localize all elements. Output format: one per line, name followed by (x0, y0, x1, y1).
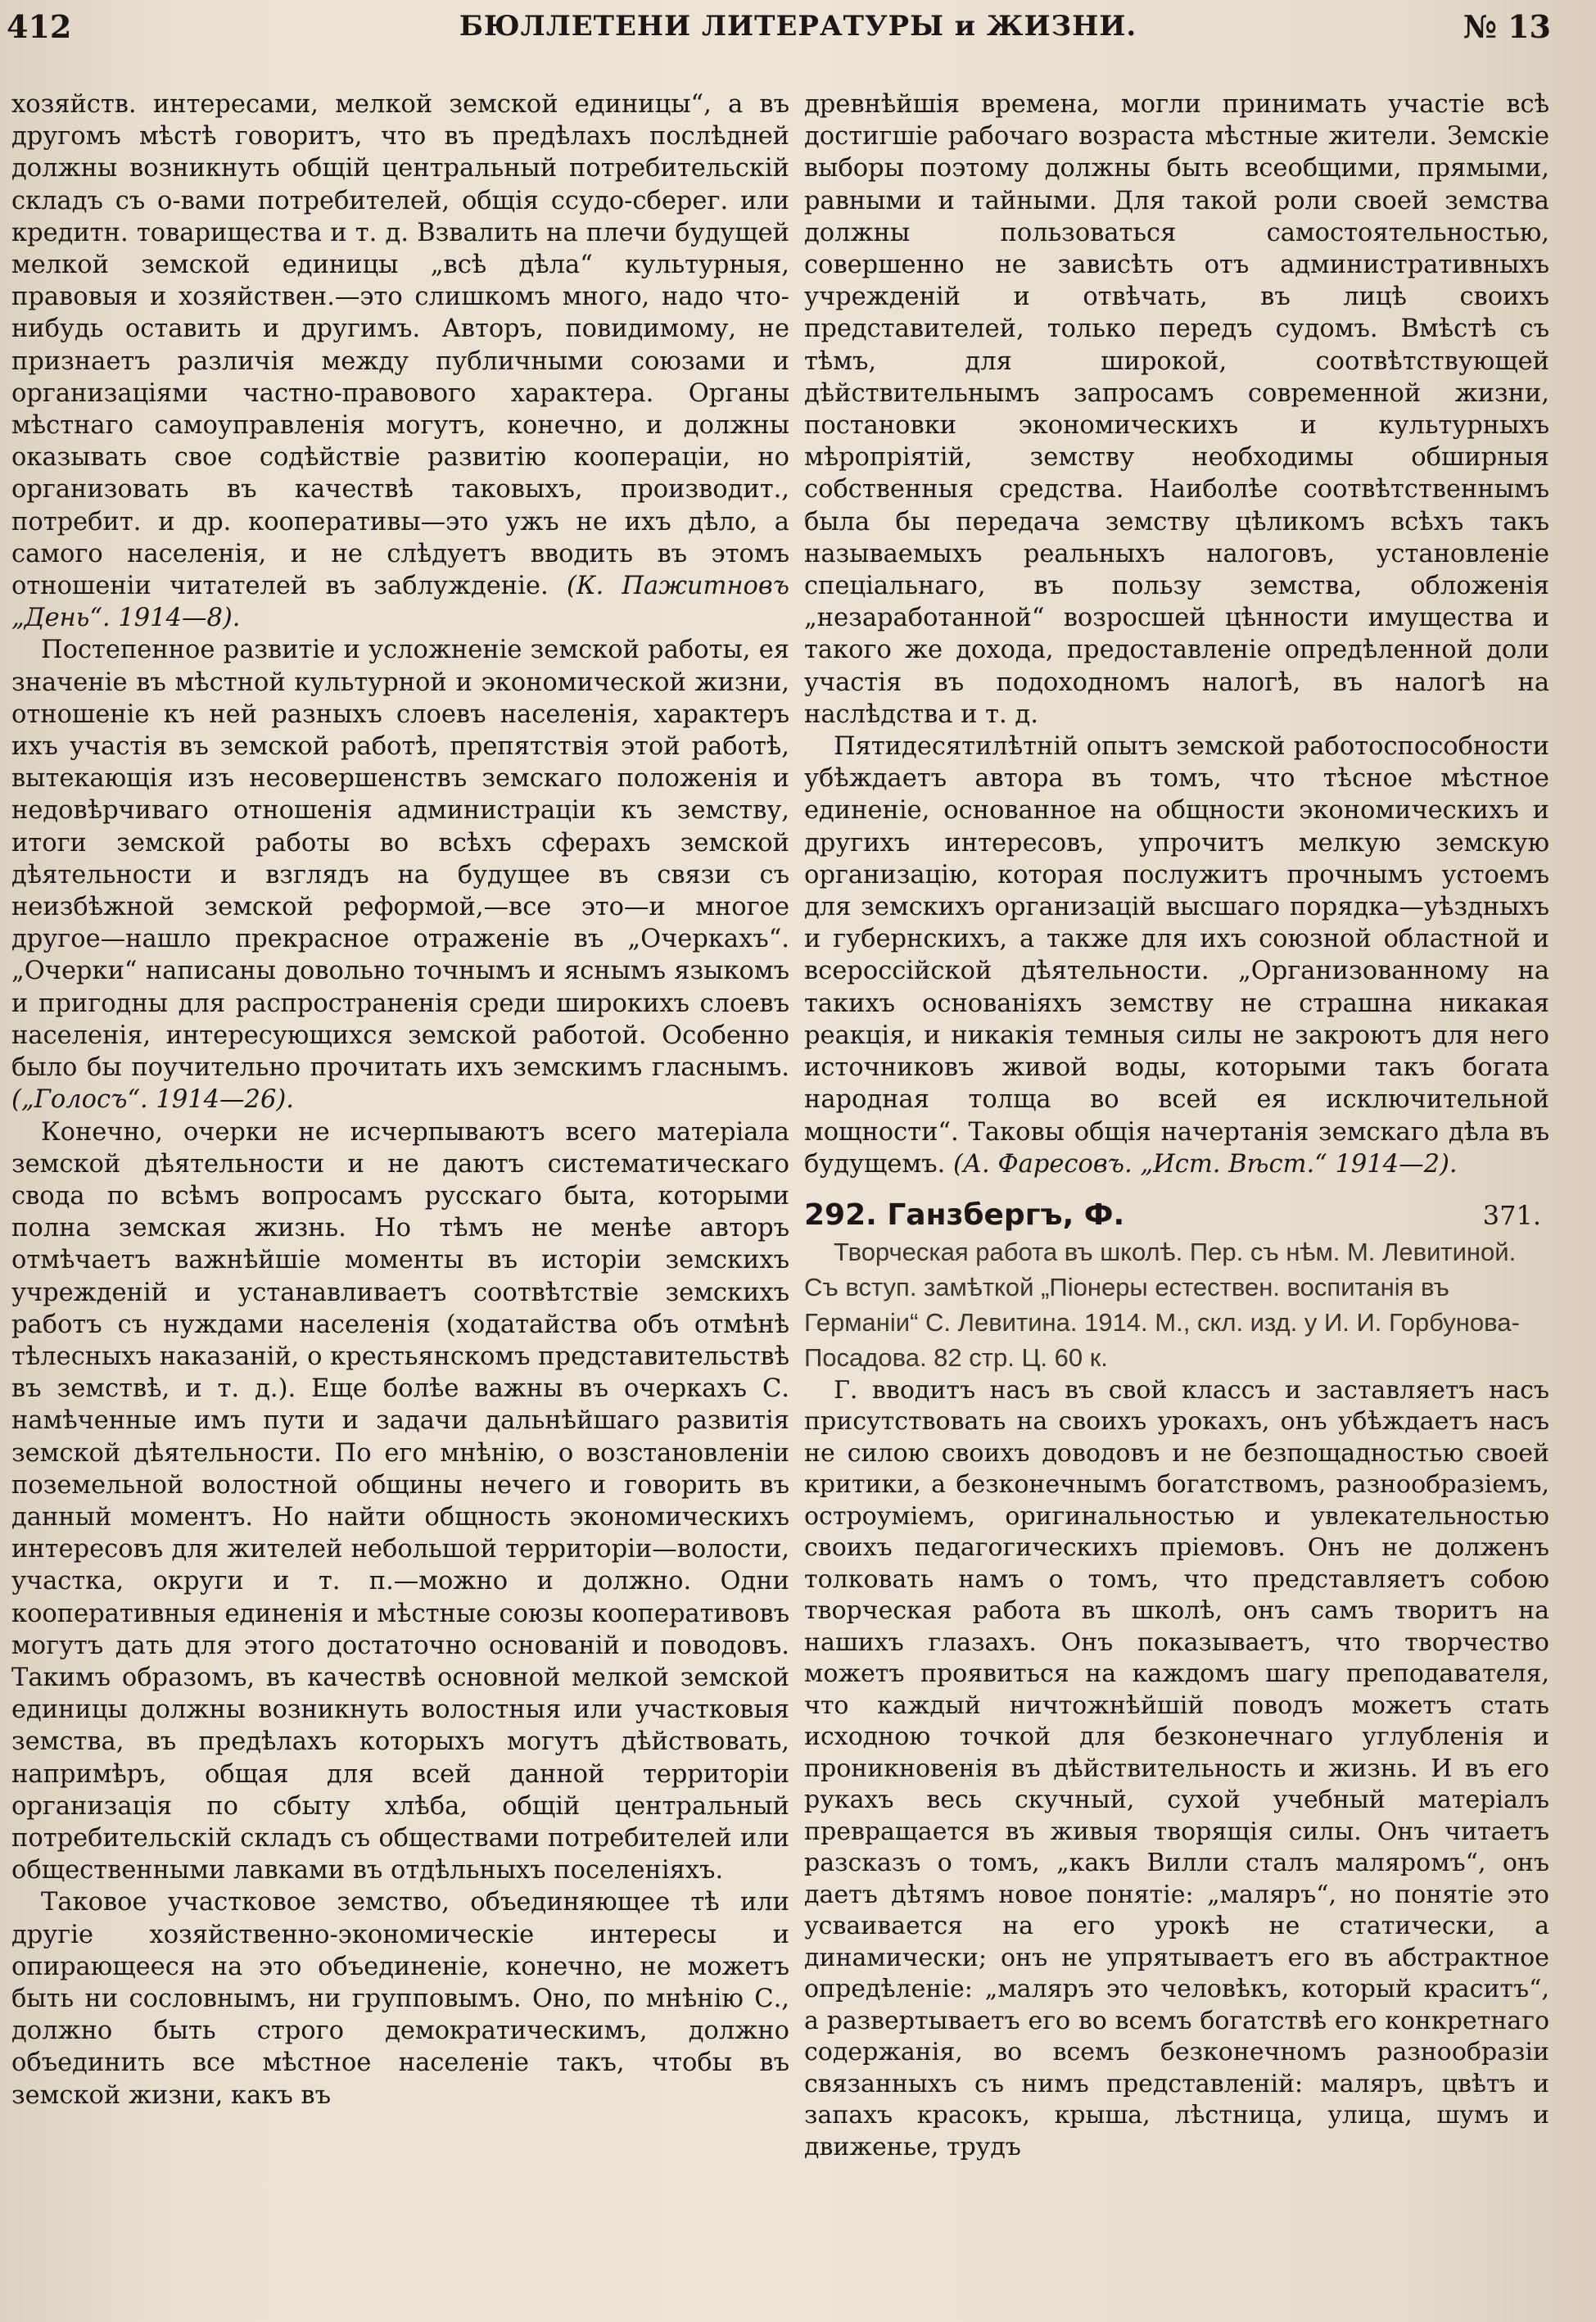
paragraph-text: Таковое участковое земство, объединяющее тѣ или другіе хозяйственно-экономическіе интересы и опирающееся на это объединеніе, конечно, не можетъ быть ни сословнымъ, ни групповымъ. Оно, по мнѣнію С., должно быть строго демократическимъ, должно объединить все мѣстное населеніе такъ, чтобы въ земской жизни, какъ въ (11, 1888, 789, 2110)
paragraph-text: Пятидесятилѣтній опытъ земской работоспособности убѣждаетъ автора въ томъ, что тѣсное мѣстное единеніе, основанное на общности экономическихъ и другихъ интересовъ, упрочитъ мелкую земскую организацію, которая послужитъ прочнымъ устоемъ для земскихъ организацій высшаго порядка—уѣздныхъ и губернскихъ, а также для ихъ союзной областной и всероссійской дѣятельности. „Организованному на такихъ основаніяхъ земству не страшна никакая реакція, и никакія темныя силы не закроютъ для него источниковъ живой воды, которыми такъ богата народная толща во всей ея исключительной мощности“. Таковы общія начертанія земскаго дѣла въ будущемъ. (804, 732, 1549, 1179)
paragraph (804, 88, 1549, 731)
paragraph-text: древнѣйшія времена, могли принимать участіе всѣ достигшіе рабочаго возраста мѣстные жители. Земскіе выборы поэтому должны быть всеобщими, прямыми, равными и тайными. Для такой роли своей земства должны пользоваться самостоятельностью, совершенно не зависѣть отъ административныхъ учрежденій и отвѣчать, въ лицѣ своихъ представителей, только передъ судомъ. Вмѣстѣ съ тѣмъ, для широкой, соотвѣтствующей дѣйствительнымъ запросамъ современной жизни, постановки экономическихъ и культурныхъ мѣропріятій, земству необходимы обширныя собственныя средства. Наиболѣе соотвѣтственнымъ была бы передача земству цѣликомъ всѣхъ такъ называемыхъ реальныхъ налоговъ, установленіе спеціальнаго, въ пользу земства, обложенія „незаработанной“ возросшей цѣнности имущества и такого же дохода, предоставленіе опредѣленной доли участія въ подоходномъ налогѣ, въ налогѣ на наслѣдства и т. д. (804, 90, 1549, 729)
paragraph (11, 1886, 789, 2111)
source-citation: (К. Пажитновъ „День“. 1914—8). (11, 572, 789, 633)
paragraph (11, 88, 789, 634)
right-column (804, 88, 1549, 2316)
journal-title: БЮЛЛЕТЕНИ ЛИТЕРАТУРЫ и ЖИЗНИ. (459, 10, 1137, 43)
paragraph-text: Постепенное развитіе и усложненіе земской работы, ея значеніе въ мѣстной культурной и экономической жизни, отношеніе къ ней разныхъ слоевъ населенія, характеръ ихъ участія въ земской работѣ, препятствія этой работѣ, вытекающія изъ несовершенствъ земскаго положенія и недовѣрчиваго отношенія администраціи къ земству, итоги земской работы во всѣхъ сферахъ земской дѣятельности и взглядъ на будущее въ связи съ неизбѣжной земской реформой,—все это—и многое другое—нашло прекрасное отраженіе въ „Очеркахъ“. „Очерки“ написаны довольно точнымъ и яснымъ языкомъ и пригодны для распространенія среди широкихъ слоевъ населенія, интересующихся земской работой. Особенно было бы поучительно прочитать ихъ земскимъ гласнымъ. (11, 636, 789, 1083)
left-column (11, 88, 789, 2316)
entry-classification-code: 371. (1482, 1199, 1541, 1231)
entry-heading (804, 1197, 1549, 1234)
review-paragraph: Г. вводитъ насъ въ свой классъ и заставляетъ насъ присутствовать на своихъ урокахъ, онъ убѣждаетъ насъ не силою своихъ доводовъ и не безпощадностью своей критики, а безконечнымъ богатствомъ, разнообразіемъ, остроуміемъ, оригинальностью и увлекательностью своихъ педагогическихъ пріемовъ. Онъ не долженъ толковать намъ о томъ, что представляетъ собою творческая работа въ школѣ, онъ самъ творитъ на нашихъ глазахъ. Онъ показываетъ, что творчество можетъ проявиться на каждомъ шагу преподавателя, что каждый ничтожнѣйшій поводъ можетъ стать исходною точкой для безконечнаго углубленія и проникновенія въ дѣйствительность и жизнь. И въ его рукахъ весь скучный, сухой учебный матеріалъ превращается въ живыя творящія силы. Онъ читаетъ разсказъ о томъ, „какъ Вилли сталъ маляромъ“, онъ даетъ дѣтямъ новое понятіе: „маляръ“, но понятіе это усваивается на его урокѣ не статически, а динамически; онъ не упрятываетъ его въ абстрактное опредѣленіе: „маляръ это человѣкъ, который краситъ“, а развертываетъ его во всемъ богатствѣ его конкретнаго содержанія, во всемъ безконечномъ разнообразіи связанныхъ съ нимъ представленій: маляръ, цвѣтъ и запахъ красокъ, крыша, лѣстница, улица, шумъ и движенье, трудъ (804, 1375, 1549, 2161)
source-citation: (А. Фаресовъ. „Ист. Вѣст.“ 1914—2). (952, 1149, 1458, 1179)
paragraph (11, 634, 789, 1116)
source-citation: („Голосъ“. 1914—26). (11, 1085, 294, 1115)
page-number: 412 (7, 8, 72, 45)
paragraph (804, 731, 1549, 1180)
paragraph-text: хозяйств. интересами, мелкой земской единицы“, а въ другомъ мѣстѣ говоритъ, что въ предѣлахъ послѣдней должны возникнуть общій центральный потребительскій складъ съ о-вами потребителей, общія ссудо-сберег. или кредитн. товарищества и т. д. Взвалить на плечи будущей мелкой земской единицы „всѣ дѣла“ культурныя, правовыя и хозяйствен.—это слишкомъ много, надо что-нибудь оставить и другимъ. Авторъ, повидимому, не признаетъ различія между публичными союзами и организаціями частно-правового характера. Органы мѣстнаго самоуправленія могутъ, конечно, и должны оказывать свое содѣйствіе развитію коопераціи, но организовать въ качествѣ таковыхъ, производит., потребит. и др. кооперативы—это ужъ не ихъ дѣло, а самого населенія, и не слѣдуетъ вводить въ этомъ отношеніи читателей въ заблужденіе. (11, 90, 789, 601)
entry-author: 292. Ганзбергъ, Ф. (804, 1197, 1125, 1232)
bibliographic-description: Творческая работа въ школѣ. Пер. съ нѣм. М. Левитиной. Съ вступ. замѣткой „Піонеры естествен. воспитанія въ Германіи“ С. Левитина. 1914. М., скл. изд. у И. И. Горбунова-Посадова. 82 стр. Ц. 60 к. (804, 1237, 1520, 1372)
page-header (0, 7, 1596, 56)
paragraph (11, 1116, 789, 1887)
issue-number: № 13 (1463, 8, 1551, 45)
paragraph-text: Конечно, очерки не исчерпываютъ всего матеріала земской дѣятельности и не даютъ систематическаго свода по всѣмъ вопросамъ русскаго быта, которыми полна земская жизнь. Но тѣмъ не менѣе авторъ отмѣчаетъ важнѣйшіе моменты въ исторіи земскихъ учрежденій и устанавливаетъ соотвѣтствіе земскихъ работъ съ нуждами населенія (ходатайства объ отмѣнѣ тѣлесныхъ наказаній, о крестьянскомъ представительствѣ въ земствѣ, и т. д.). Еще болѣе важны въ очеркахъ С. намѣченные имъ пути и задачи дальнѣйшаго развитія земской дѣятельности. По его мнѣнію, о возстановленіи поземельной волостной общины нечего и говорить въ данный моментъ. Но найти общность экономическихъ интересовъ для жителей небольшой территоріи—волости, участка, округи и т. п.—можно и должно. Одни кооперативныя единенія и мѣстные союзы кооперативовъ могутъ дать для этого достаточно основаній и поводовъ. Такимъ образомъ, въ качествѣ основной мелкой земской единицы должны возникнуть волостныя или участковыя земства, въ предѣлахъ которыхъ могутъ дѣйствовать, напримѣръ, общая для всей данной территоріи организація по сбыту хлѣба, общій центральный потребительскій складъ съ обществами потребителей или общественными лавками въ отдѣльныхъ поселеніяхъ. (11, 1117, 789, 1885)
